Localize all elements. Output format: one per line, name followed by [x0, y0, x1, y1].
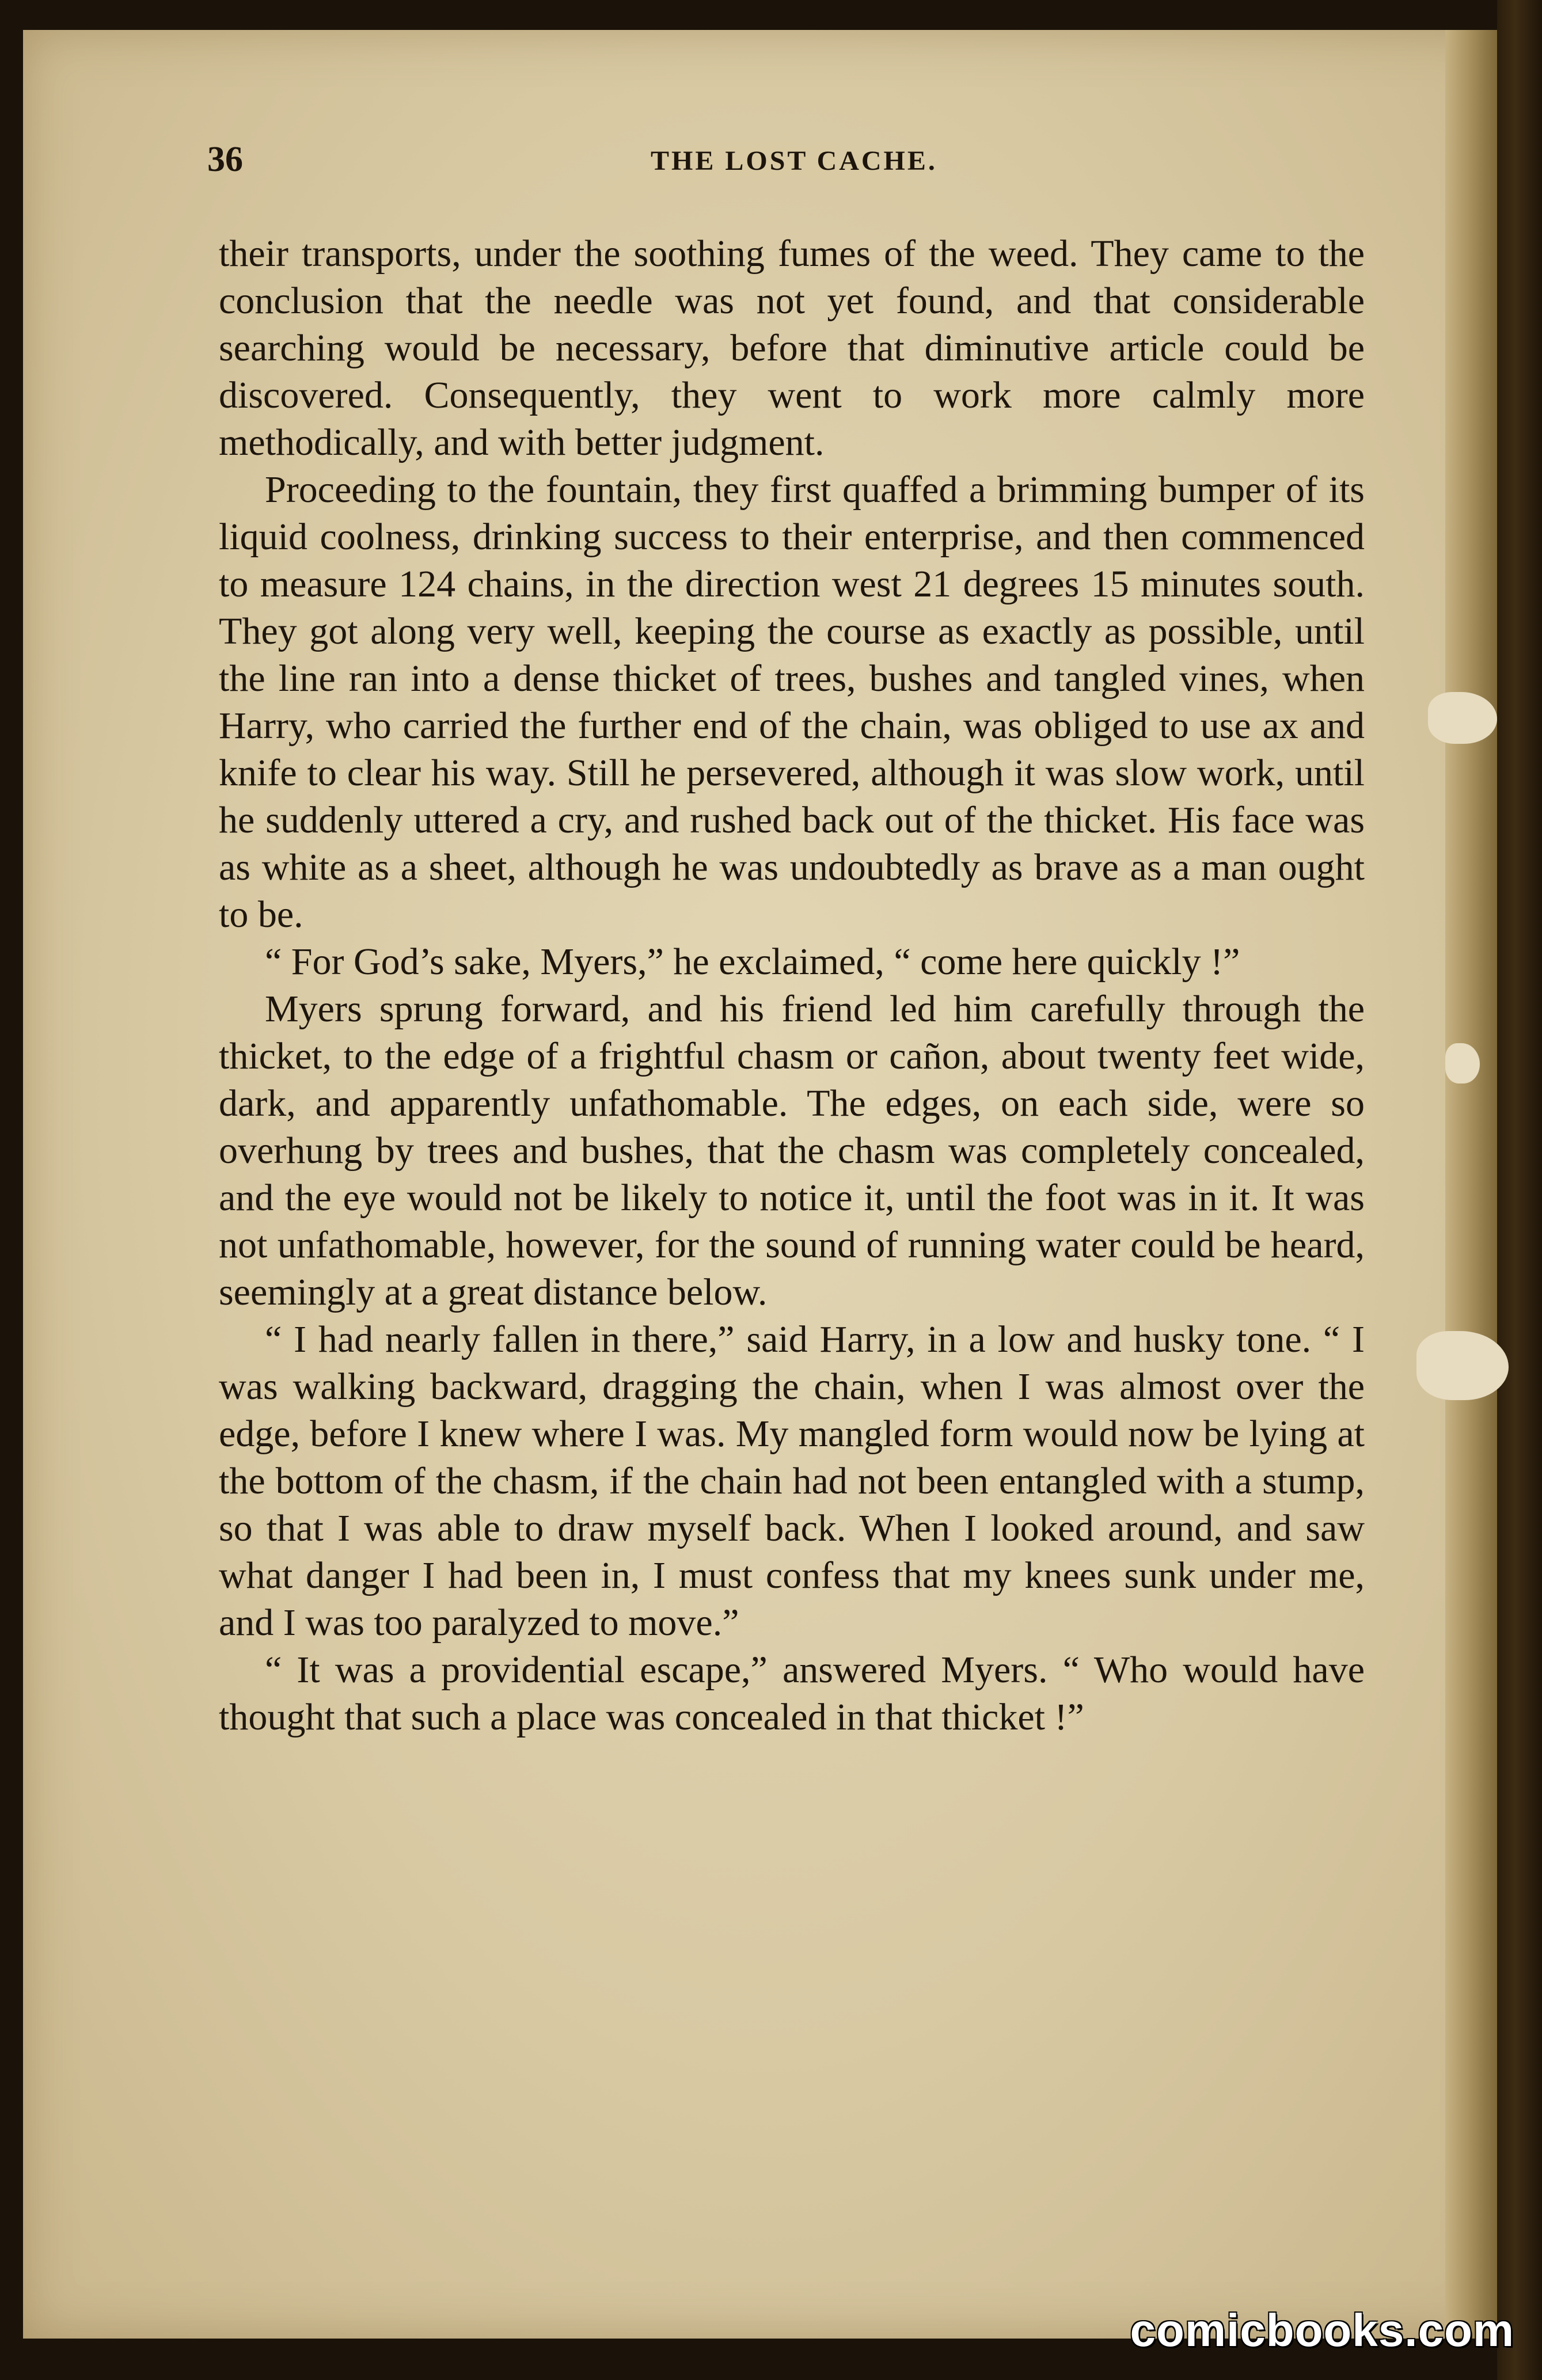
body-text: [219, 230, 1365, 1741]
page-binding-edge: [1445, 30, 1497, 2339]
book-cover-edge: [1497, 0, 1542, 2380]
paragraph: their transports, under the soothing fumes of the weed. They came to the conclusion that the needle was not yet found, and that considerable searching would be necessary, before that diminutive article could be discovered. Consequently, they went to work more calmly more methodically, and with better judgment.: [219, 233, 1365, 463]
paragraph: “ For God’s sake, Myers,” he exclaimed, “ come here quickly !”: [265, 941, 1240, 983]
site-watermark: comicbooks.com: [1130, 2305, 1514, 2356]
running-head: [23, 139, 1445, 197]
page-number: 36: [207, 140, 243, 179]
paragraph: Myers sprung forward, and his friend led him carefully through the thicket, to the edge of a frightful chasm or cañon, about twenty feet wide, dark, and apparently unfathomable. The edges, on each side, were so overhung by trees and bushes, that the chasm was completely concealed, and the eye would not be likely to notice it, until the foot was in it. It was not unfathomable, however, for the sound of running water could be heard, seemingly at a great distance below.: [219, 988, 1365, 1313]
running-title: THE LOST CACHE.: [651, 146, 937, 176]
page-tear-mark: [1445, 1043, 1480, 1083]
page-tear-mark: [1416, 1331, 1509, 1400]
page-tear-mark: [1428, 692, 1497, 744]
book-page: [23, 30, 1497, 2339]
paragraph: Proceeding to the fountain, they first quaffed a brimming bumper of its liquid coolness, drinking success to their enterprise, and then commenced to measure 124 chains, in the direction west 21 degrees 15 minutes south. They got along very well, keeping the course as exactly as possible, until the line ran into a dense thicket of trees, bushes and tangled vines, when Harry, who carried the further end of the chain, was obliged to use ax and knife to clear his way. Still he persevered, although it was slow work, until he suddenly uttered a cry, and rushed back out of the thicket. His face was as white as a sheet, although he was undoubtedly as brave as a man ought to be.: [219, 469, 1365, 936]
paragraph: “ I had nearly fallen in there,” said Harry, in a low and husky tone. “ I was walking backward, dragging the chain, when I was almost over the edge, before I knew where I was. My mangled form would now be lying at the bottom of the chasm, if the chain had not been entangled with a stump, so that I was able to draw myself back. When I looked around, and saw what danger I had been in, I must confess that my knees sunk under me, and I was too paralyzed to move.”: [219, 1318, 1365, 1644]
paragraph: “ It was a providential escape,” answered Myers. “ Who would have thought that such a place was concealed in that thicket !”: [219, 1649, 1365, 1738]
